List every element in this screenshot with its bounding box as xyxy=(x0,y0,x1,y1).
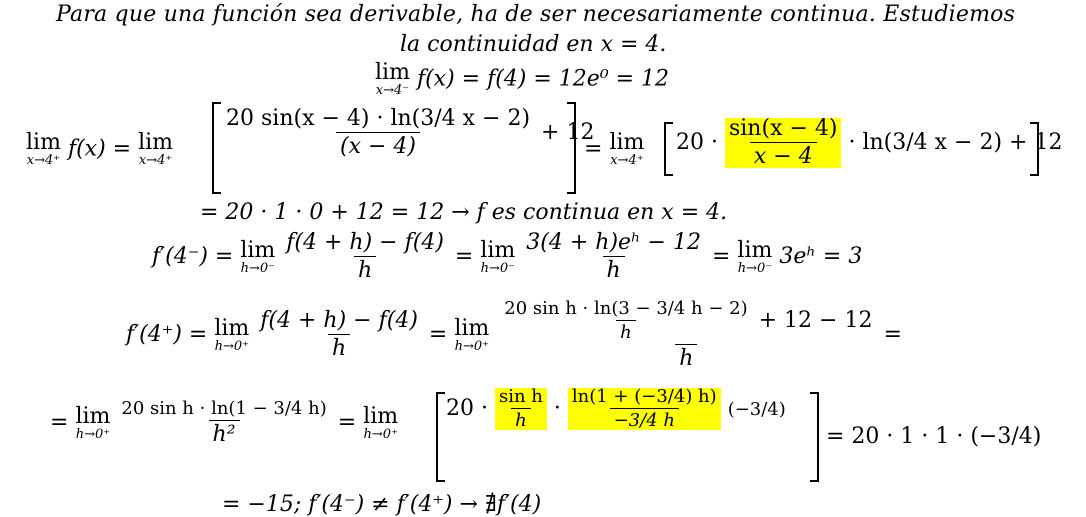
continuity-conclusion: = 20 · 1 · 0 + 12 = 12 → f es continua en x = 4. xyxy=(200,200,728,225)
right-square-bracket xyxy=(567,102,576,194)
right-limit-fraction: $\frac{20 \sin(x - 4) \cdot \ln(3/4 x - 2)}{(x - 4)}$ + 12 xyxy=(226,106,595,159)
right-derivative: f′(4⁺) = lim h→0⁺ $\frac{f(4 + h) - f(4)}{h}$ = lim h→0⁺ $\frac{\text{20 sin h · ln(3 − 3/4 h − 2)}}{h}$ + 12 − 12 h = xyxy=(126,298,902,371)
left-square-bracket xyxy=(212,102,221,194)
final-row-inner: 20 · $\frac{\text{sin h}}{h}$ · $\frac{\ln(1 + (-3/4) h)}{-3/4 h}$ (−3/4) xyxy=(446,386,786,431)
final-conclusion: = −15; f′(4⁻) ≠ f′(4⁺) → ∄f′(4) xyxy=(222,492,542,517)
left-square-bracket-3 xyxy=(436,392,445,482)
highlight-sin-ratio: $\frac{\sin(x - 4)}{x - 4}$ xyxy=(725,118,842,168)
left-limit: lim x→4⁻ f(x) = f(4) = 12e⁰ = 12 xyxy=(375,60,670,98)
left-derivative: f′(4⁻) = lim h→0⁻ $\frac{f(4 + h) - f(4)}{h}$ = lim h→0⁻ $\frac{\text{3(4 + h)eʰ − 12}}{h}$ = lim h→0⁻ 3eʰ = 3 xyxy=(152,230,863,283)
right-limit-rhs: = lim x→4⁺ xyxy=(584,130,645,168)
right-square-bracket-2 xyxy=(1030,122,1039,176)
right-square-bracket-3 xyxy=(810,392,819,482)
right-limit-lhs: lim x→4⁺ f(x) = lim x→4⁺ xyxy=(26,130,174,168)
highlight-sinh-ratio: $\frac{\text{sin h}}{h}$ xyxy=(495,388,547,430)
left-square-bracket-2 xyxy=(664,122,673,176)
final-row-lhs: = lim h→0⁺ $\frac{\text{20 sin h · ln(1 − 3/4 h)}}{\text{h²}}$ = lim h→0⁺ xyxy=(50,398,399,447)
intro-line-2: la continuidad en x = 4. xyxy=(400,32,667,57)
intro-line-1: Para que una función sea derivable, ha de ser necesariamente continua. Estudiemos xyxy=(56,2,1016,27)
right-limit-inner: 20 · $\frac{\sin(x - 4)}{x - 4}$ · ln(3/4 x − 2) + 12 xyxy=(676,116,1063,169)
highlight-ln-ratio: $\frac{\ln(1 + (-3/4) h)}{-3/4 h}$ xyxy=(568,388,721,430)
final-row-result: = 20 · 1 · 1 · (−3/4) xyxy=(826,424,1042,449)
